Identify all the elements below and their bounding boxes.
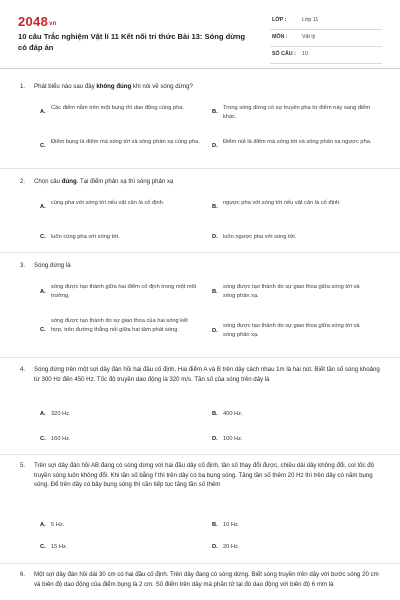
option-label: B. bbox=[212, 522, 218, 528]
option-label: D. bbox=[212, 234, 218, 240]
option-label: C. bbox=[40, 544, 46, 550]
option-label: C. bbox=[40, 436, 46, 442]
stem-text: Sóng dừng trên một sợi dây đàn hồi hai đầu cố định. Hai điểm A và B trên dây cách nhau 1m là hai nút. Biết tần số sóng khoảng từ 300 Hz đến 450 Hz. Tốc độ truyền dao động là 320 m/s. Tần số của sóng trên dây là bbox=[34, 366, 380, 383]
option-text: luôn cùng pha với sóng tới. bbox=[51, 234, 120, 240]
option-text: luôn ngược pha với sóng tới. bbox=[223, 234, 297, 240]
option-label: D. bbox=[212, 143, 218, 149]
question-divider bbox=[0, 357, 400, 358]
question-number: 4. bbox=[20, 366, 26, 373]
question-1 bbox=[20, 82, 380, 92]
option-label: B. bbox=[212, 411, 218, 417]
meta-row-count bbox=[270, 50, 382, 64]
option-text: 5 Hz. bbox=[51, 522, 65, 528]
question-stem bbox=[20, 365, 380, 384]
question-number: 6. bbox=[20, 571, 26, 578]
question-stem bbox=[20, 261, 380, 271]
question-2 bbox=[20, 177, 380, 187]
question-divider bbox=[0, 168, 400, 169]
stem-text: Trên sợi dây đàn hồi AB đang có sóng dừng với hai đầu dây cố định, tần số thay đổi được, chiều dài dây không đổi, coi tốc độ truyền sóng luôn không đổi. Khi tần số bằng f thì trên dây có ba bụng sóng. Tăng tần số thêm 20 Hz thì trên dây có năm bụng sóng. Để trên dây có bảy bụng sóng thì cần tiếp tục tăng tần số thêm bbox=[34, 462, 375, 489]
option-text: sóng được tạo thành do sự giao thoa của hai sóng kết hợp, trên đường thẳng nối giữa hai tâm phát sóng. bbox=[51, 318, 188, 333]
question-4 bbox=[20, 365, 380, 384]
option-label: D. bbox=[212, 544, 218, 550]
meta-row-subject bbox=[270, 33, 382, 47]
stem-text: Chọn câu bbox=[34, 178, 62, 185]
option-label: A. bbox=[40, 522, 46, 528]
question-stem bbox=[20, 570, 380, 589]
option-label: D. bbox=[212, 328, 218, 334]
question-stem bbox=[20, 177, 380, 187]
option-text: 160 Hz. bbox=[51, 436, 71, 442]
question-stem bbox=[20, 461, 380, 490]
option-label: D. bbox=[212, 436, 218, 442]
meta-table bbox=[270, 16, 382, 67]
option-text: Các điểm nằm trên một bụng thì dao động cùng pha. bbox=[51, 105, 185, 111]
question-number: 2. bbox=[20, 178, 26, 185]
question-3 bbox=[20, 261, 380, 271]
option-text: 400 Hz. bbox=[223, 411, 243, 417]
option-text: 10 Hz. bbox=[223, 522, 240, 528]
option-text: 20 Hz. bbox=[223, 544, 240, 550]
meta-key: LỚP : bbox=[272, 17, 287, 23]
option-label: C. bbox=[40, 234, 46, 240]
header-divider bbox=[0, 68, 400, 69]
question-stem bbox=[20, 82, 380, 92]
meta-value: Lớp 11 bbox=[302, 17, 319, 23]
option-text: cùng pha với sóng tới nếu vật cản là cố định. bbox=[51, 200, 165, 206]
header bbox=[18, 12, 382, 62]
logo-suffix: vn bbox=[49, 21, 57, 27]
stem-emphasis: không đúng bbox=[96, 83, 132, 90]
option-label: B. bbox=[212, 289, 218, 295]
option-text: sóng được tạo thành do sự giao thoa giữa sóng tới và sóng phản xạ. bbox=[223, 323, 360, 338]
stem-text: Phát biểu nào sau đây bbox=[34, 83, 97, 90]
question-6 bbox=[20, 570, 380, 589]
question-5 bbox=[20, 461, 380, 490]
stem-text: khi nói về sóng dừng? bbox=[131, 83, 193, 90]
logo-number: 2048 bbox=[18, 14, 49, 29]
question-number: 3. bbox=[20, 262, 26, 269]
question-number: 5. bbox=[20, 462, 26, 469]
meta-value: 10 bbox=[302, 51, 308, 57]
meta-row-class bbox=[270, 16, 382, 30]
meta-key: MÔN : bbox=[272, 34, 288, 40]
question-divider bbox=[0, 563, 400, 564]
question-divider bbox=[0, 454, 400, 455]
option-text: 15 Hz. bbox=[51, 544, 68, 550]
option-text: 320 Hz. bbox=[51, 411, 71, 417]
question-number: 1. bbox=[20, 83, 26, 90]
option-label: A. bbox=[40, 411, 46, 417]
question-divider bbox=[0, 252, 400, 253]
stem-text: Một sợi dây đàn hồi dài 30 cm có hai đầu cố định. Trên dây đang có sóng dừng. Biết sóng truyền trên dây với bước sóng 20 cm và biên độ dao động của điểm bụng là 2 cm. Số điểm trên dây mà phần tử tại đó dao động với biên độ 6 mm là bbox=[34, 571, 379, 588]
option-text: Điểm nút là điểm mà sóng tới và sóng phản xạ ngược pha. bbox=[223, 139, 372, 145]
option-label: C. bbox=[40, 143, 46, 149]
option-label: A. bbox=[40, 204, 46, 210]
option-label: C. bbox=[40, 327, 46, 333]
option-text: 100 Hz. bbox=[223, 436, 243, 442]
option-text: sóng được tạo thành giữa hai điểm cố định trong một môi trường. bbox=[51, 284, 197, 299]
site-logo[interactable] bbox=[18, 14, 57, 29]
meta-key: SỐ CÂU : bbox=[272, 51, 296, 57]
option-label: A. bbox=[40, 289, 46, 295]
option-text: ngược pha với sóng tới nếu vật cản là cố định. bbox=[223, 200, 341, 206]
option-label: B. bbox=[212, 109, 218, 115]
document-title: 10 câu Trắc nghiệm Vật lí 11 Kết nối tri thức Bài 13: Sóng dừng có đáp án bbox=[18, 32, 246, 52]
stem-text: . Tại điểm phản xạ thì sóng phản xạ bbox=[76, 178, 174, 185]
option-text: Trong sóng dừng có sự truyền pha từ điểm này sang điểm khác. bbox=[223, 105, 371, 120]
option-text: Điểm bụng là điểm mà sóng tới và sóng phản xạ cùng pha. bbox=[51, 139, 200, 145]
option-text: sóng được tạo thành do sự giao thoa giữa sóng tới và sóng phản xạ. bbox=[223, 284, 360, 299]
meta-value: Vật lý bbox=[302, 34, 316, 40]
option-label: A. bbox=[40, 109, 46, 115]
stem-emphasis: đúng bbox=[61, 178, 77, 185]
option-label: B. bbox=[212, 204, 218, 210]
stem-text: Sóng dừng là bbox=[34, 262, 71, 269]
